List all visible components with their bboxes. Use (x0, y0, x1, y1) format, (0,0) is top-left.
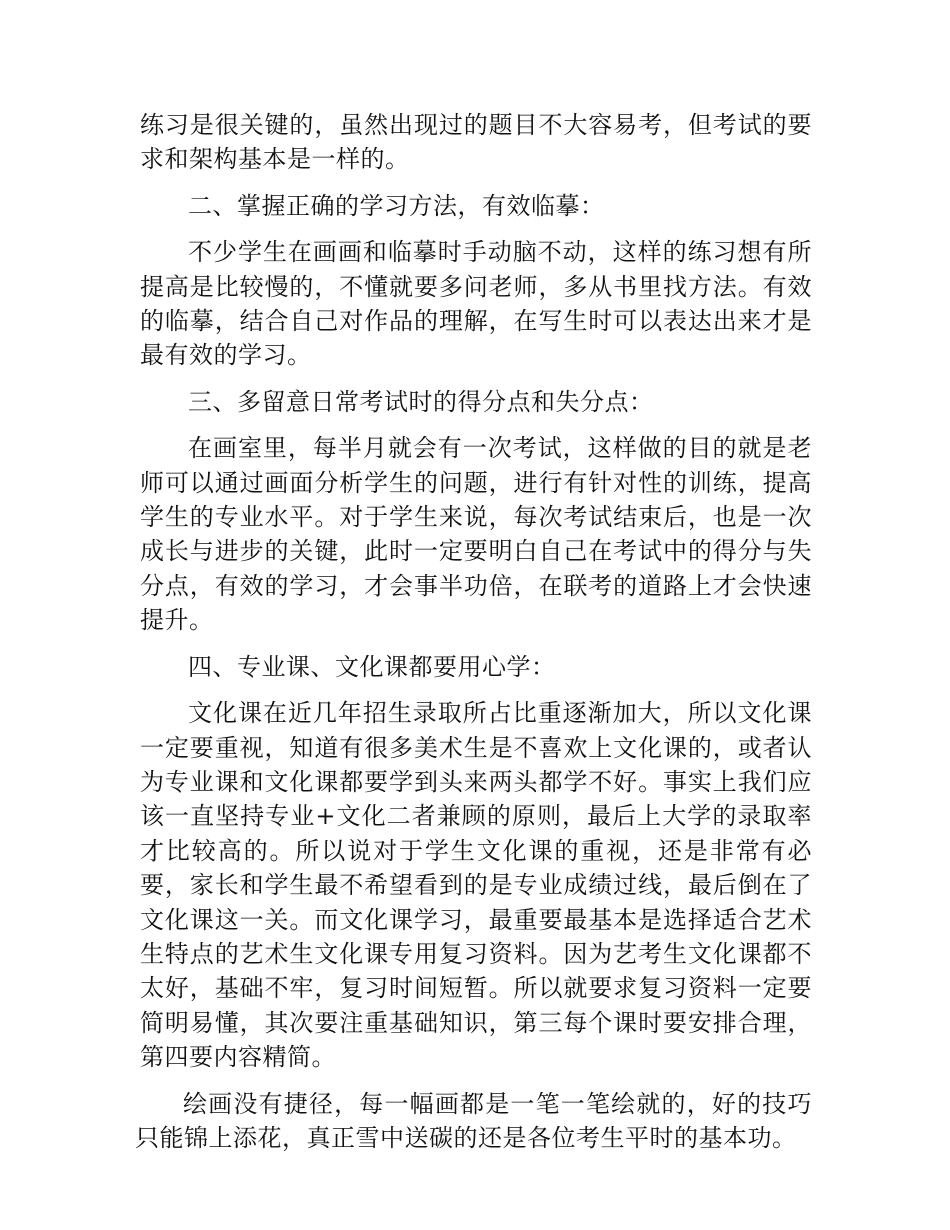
paragraph-section-4: 文化课在近几年招生录取所占比重逐渐加大，所以文化课一定要重视，知道有很多美术生是不喜欢上文化课的，或者认为专业课和文化课都要学到头来两头都学不好。事实上我们应该一直坚持专业+文化二者兼顾的原则，最后上大学的录取率才比较高的。所以说对于学生文化课的重视，还是非常有必要，家长和学生最不希望看到的是专业成绩过线，最后倒在了文化课这一关。而文化课学习，最重要最基本是选择适合艺术生特点的艺术生文化课专用复习资料。因为艺考生文化课都不太好，基础不牢，复习时间短暂。所以就要求复习资料一定要简明易懂，其次要注重基础知识，第三每个课时要安排合理，第四要内容精简。 (140, 699, 812, 1072)
section-heading-3: 三、多留意日常考试时的得分点和失分点： (188, 387, 654, 416)
document-body (135, 108, 812, 1155)
section-heading-4: 四、专业课、文化课都要用心学： (188, 652, 556, 681)
paragraph-closing: 绘画没有捷径，每一幅画都是一笔一笔绘就的，好的技巧只能锦上添花，真正雪中送碳的还是各位考生平时的基本功。 (135, 1089, 812, 1152)
paragraph-section-3: 在画室里，每半月就会有一次考试，这样做的目的就是老师可以通过画面分析学生的问题，进行有针对性的训练，提高学生的专业水平。对于学生来说，每次考试结束后，也是一次成长与进步的关键，此时一定要明白自己在考试中的得分与失分点，有效的学习，才会事半功倍，在联考的道路上才会快速提升。 (140, 434, 812, 635)
paragraph-continuation: 练习是很关键的，虽然出现过的题目不大容易考，但考试的要求和架构基本是一样的。 (140, 111, 812, 174)
section-heading-2: 二、掌握正确的学习方法，有效临摹： (188, 191, 605, 220)
paragraph-section-2: 不少学生在画画和临摹时手动脑不动，这样的练习想有所提高是比较慢的，不懂就要多问老师，多从书里找方法。有效的临摹，结合自己对作品的理解，在写生时可以表达出来才是最有效的学习。 (140, 238, 812, 370)
